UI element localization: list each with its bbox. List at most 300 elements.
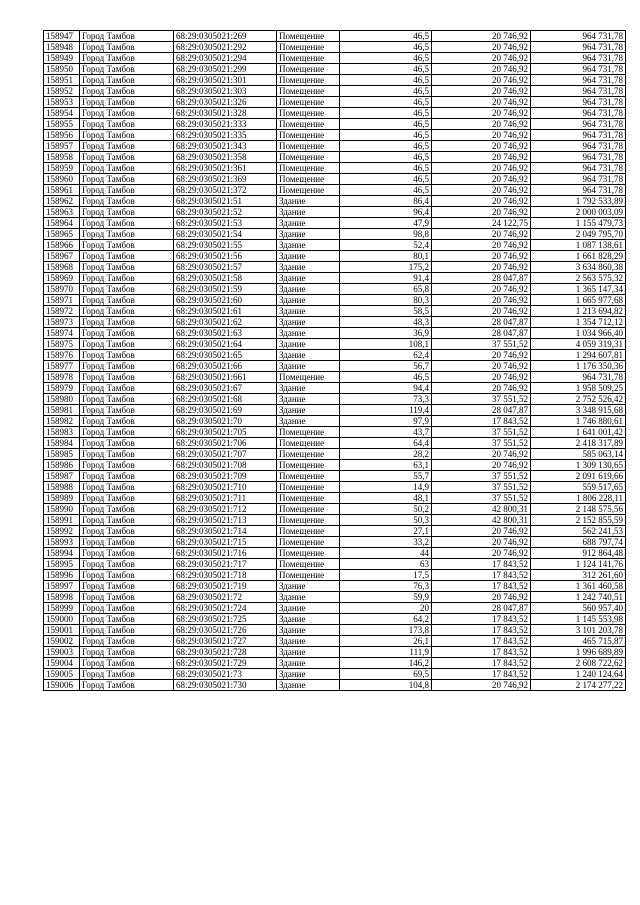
municipality-cell: Город Тамбов <box>80 317 174 328</box>
table-row <box>44 42 626 53</box>
row-number-cell: 158952 <box>44 86 80 97</box>
cadastral-number-cell: 68:29:0305021:729 <box>174 658 277 669</box>
object-type-cell: Здание <box>277 647 340 658</box>
cadastral-number-cell: 68:29:0305021:710 <box>174 482 277 493</box>
table-row <box>44 53 626 64</box>
object-type-cell: Помещение <box>277 75 340 86</box>
municipality-cell: Город Тамбов <box>80 669 174 680</box>
row-number-cell: 158951 <box>44 75 80 86</box>
municipality-cell: Город Тамбов <box>80 537 174 548</box>
object-type-cell: Здание <box>277 614 340 625</box>
object-type-cell: Помещение <box>277 86 340 97</box>
object-type-cell: Помещение <box>277 130 340 141</box>
table-row <box>44 548 626 559</box>
municipality-cell: Город Тамбов <box>80 658 174 669</box>
municipality-cell: Город Тамбов <box>80 636 174 647</box>
municipality-cell: Город Тамбов <box>80 229 174 240</box>
area-cell: 46,5 <box>340 185 432 196</box>
area-cell: 46,5 <box>340 119 432 130</box>
area-cell: 20 <box>340 603 432 614</box>
municipality-cell: Город Тамбов <box>80 405 174 416</box>
area-cell: 76,3 <box>340 581 432 592</box>
cadastral-number-cell: 68:29:0305021:294 <box>174 53 277 64</box>
object-type-cell: Помещение <box>277 152 340 163</box>
unit-value-cell: 28 047,87 <box>432 603 531 614</box>
cadastral-value-cell: 2 752 526,42 <box>531 394 626 405</box>
area-cell: 80,3 <box>340 295 432 306</box>
unit-value-cell: 17 843,52 <box>432 658 531 669</box>
cadastral-number-cell: 68:29:0305021:719 <box>174 581 277 592</box>
cadastral-number-cell: 68:29:0305021:361 <box>174 163 277 174</box>
area-cell: 46,5 <box>340 42 432 53</box>
unit-value-cell: 20 746,92 <box>432 53 531 64</box>
table-row <box>44 108 626 119</box>
area-cell: 50,3 <box>340 515 432 526</box>
row-number-cell: 158988 <box>44 482 80 493</box>
object-type-cell: Помещение <box>277 31 340 42</box>
object-type-cell: Здание <box>277 306 340 317</box>
municipality-cell: Город Тамбов <box>80 185 174 196</box>
cadastral-value-cell: 1 806 228,11 <box>531 493 626 504</box>
area-cell: 63 <box>340 559 432 570</box>
table-row <box>44 658 626 669</box>
area-cell: 63,1 <box>340 460 432 471</box>
municipality-cell: Город Тамбов <box>80 53 174 64</box>
area-cell: 44 <box>340 548 432 559</box>
cadastral-value-cell: 1 034 966,40 <box>531 328 626 339</box>
cadastral-number-cell: 68:29:0305021:716 <box>174 548 277 559</box>
area-cell: 73,3 <box>340 394 432 405</box>
unit-value-cell: 20 746,92 <box>432 64 531 75</box>
unit-value-cell: 20 746,92 <box>432 108 531 119</box>
cadastral-number-cell: 68:29:0305021:725 <box>174 614 277 625</box>
area-cell: 111,9 <box>340 647 432 658</box>
table-row <box>44 207 626 218</box>
cadastral-number-cell: 68:29:0305021:70 <box>174 416 277 427</box>
table-row <box>44 669 626 680</box>
municipality-cell: Город Тамбов <box>80 449 174 460</box>
row-number-cell: 158979 <box>44 383 80 394</box>
area-cell: 175,2 <box>340 262 432 273</box>
row-number-cell: 158961 <box>44 185 80 196</box>
row-number-cell: 158999 <box>44 603 80 614</box>
area-cell: 94,4 <box>340 383 432 394</box>
table-row <box>44 119 626 130</box>
table-row <box>44 31 626 42</box>
unit-value-cell: 20 746,92 <box>432 284 531 295</box>
row-number-cell: 158947 <box>44 31 80 42</box>
cadastral-number-cell: 68:29:0305021:728 <box>174 647 277 658</box>
cadastral-value-cell: 1 996 689,89 <box>531 647 626 658</box>
table-row <box>44 295 626 306</box>
unit-value-cell: 24 122,75 <box>432 218 531 229</box>
table-row <box>44 75 626 86</box>
municipality-cell: Город Тамбов <box>80 97 174 108</box>
unit-value-cell: 28 047,87 <box>432 405 531 416</box>
cadastral-value-cell: 1 361 460,58 <box>531 581 626 592</box>
table-row <box>44 328 626 339</box>
row-number-cell: 158954 <box>44 108 80 119</box>
municipality-cell: Город Тамбов <box>80 86 174 97</box>
area-cell: 26,1 <box>340 636 432 647</box>
unit-value-cell: 17 843,52 <box>432 559 531 570</box>
object-type-cell: Здание <box>277 251 340 262</box>
cadastral-number-cell: 68:29:0305021:326 <box>174 97 277 108</box>
row-number-cell: 158989 <box>44 493 80 504</box>
row-number-cell: 158976 <box>44 350 80 361</box>
object-type-cell: Здание <box>277 416 340 427</box>
cadastral-number-cell: 68:29:0305021:727 <box>174 636 277 647</box>
area-cell: 64,2 <box>340 614 432 625</box>
row-number-cell: 158963 <box>44 207 80 218</box>
cadastral-number-cell: 68:29:0305021:53 <box>174 218 277 229</box>
row-number-cell: 158950 <box>44 64 80 75</box>
object-type-cell: Помещение <box>277 141 340 152</box>
cadastral-number-cell: 68:29:0305021:73 <box>174 669 277 680</box>
row-number-cell: 158987 <box>44 471 80 482</box>
cadastral-value-cell: 562 241,53 <box>531 526 626 537</box>
municipality-cell: Город Тамбов <box>80 262 174 273</box>
municipality-cell: Город Тамбов <box>80 328 174 339</box>
cadastral-value-cell: 2 418 317,89 <box>531 438 626 449</box>
cadastral-number-cell: 68:29:0305021:61 <box>174 306 277 317</box>
municipality-cell: Город Тамбов <box>80 31 174 42</box>
unit-value-cell: 20 746,92 <box>432 537 531 548</box>
row-number-cell: 158948 <box>44 42 80 53</box>
unit-value-cell: 37 551,52 <box>432 493 531 504</box>
table-row <box>44 438 626 449</box>
unit-value-cell: 37 551,52 <box>432 438 531 449</box>
table-row <box>44 152 626 163</box>
object-type-cell: Здание <box>277 284 340 295</box>
cadastral-value-cell: 964 731,78 <box>531 53 626 64</box>
municipality-cell: Город Тамбов <box>80 196 174 207</box>
unit-value-cell: 20 746,92 <box>432 306 531 317</box>
table-row <box>44 383 626 394</box>
row-number-cell: 158969 <box>44 273 80 284</box>
cadastral-value-cell: 2 091 619,66 <box>531 471 626 482</box>
area-cell: 173,8 <box>340 625 432 636</box>
row-number-cell: 158973 <box>44 317 80 328</box>
unit-value-cell: 37 551,52 <box>432 471 531 482</box>
cadastral-number-cell: 68:29:0305021:51 <box>174 196 277 207</box>
cadastral-value-cell: 3 348 915,68 <box>531 405 626 416</box>
cadastral-number-cell: 68:29:0305021:56 <box>174 251 277 262</box>
object-type-cell: Здание <box>277 592 340 603</box>
area-cell: 46,5 <box>340 31 432 42</box>
row-number-cell: 159000 <box>44 614 80 625</box>
area-cell: 46,5 <box>340 75 432 86</box>
cadastral-value-cell: 560 957,40 <box>531 603 626 614</box>
area-cell: 43,7 <box>340 427 432 438</box>
cadastral-value-cell: 1 155 479,73 <box>531 218 626 229</box>
object-type-cell: Здание <box>277 229 340 240</box>
municipality-cell: Город Тамбов <box>80 383 174 394</box>
cadastral-number-cell: 68:29:0305021:299 <box>174 64 277 75</box>
row-number-cell: 158994 <box>44 548 80 559</box>
municipality-cell: Город Тамбов <box>80 482 174 493</box>
row-number-cell: 159001 <box>44 625 80 636</box>
row-number-cell: 158966 <box>44 240 80 251</box>
unit-value-cell: 20 746,92 <box>432 526 531 537</box>
area-cell: 62,4 <box>340 350 432 361</box>
area-cell: 46,5 <box>340 53 432 64</box>
cadastral-value-cell: 2 608 722,62 <box>531 658 626 669</box>
municipality-cell: Город Тамбов <box>80 251 174 262</box>
row-number-cell: 158996 <box>44 570 80 581</box>
row-number-cell: 159006 <box>44 680 80 691</box>
unit-value-cell: 17 843,52 <box>432 570 531 581</box>
unit-value-cell: 17 843,52 <box>432 669 531 680</box>
cadastral-number-cell: 68:29:0305021:724 <box>174 603 277 614</box>
municipality-cell: Город Тамбов <box>80 394 174 405</box>
unit-value-cell: 42 800,31 <box>432 504 531 515</box>
object-type-cell: Помещение <box>277 570 340 581</box>
unit-value-cell: 20 746,92 <box>432 251 531 262</box>
municipality-cell: Город Тамбов <box>80 526 174 537</box>
table-row <box>44 317 626 328</box>
area-cell: 17,5 <box>340 570 432 581</box>
object-type-cell: Помещение <box>277 108 340 119</box>
area-cell: 48,1 <box>340 493 432 504</box>
row-number-cell: 158986 <box>44 460 80 471</box>
cadastral-number-cell: 68:29:0305021:328 <box>174 108 277 119</box>
object-type-cell: Помещение <box>277 42 340 53</box>
cadastral-number-cell: 68:29:0305021:730 <box>174 680 277 691</box>
cadastral-value-cell: 1 661 828,29 <box>531 251 626 262</box>
cadastral-number-cell: 68:29:0305021:707 <box>174 449 277 460</box>
object-type-cell: Помещение <box>277 427 340 438</box>
unit-value-cell: 20 746,92 <box>432 86 531 97</box>
object-type-cell: Помещение <box>277 438 340 449</box>
table-row <box>44 163 626 174</box>
unit-value-cell: 20 746,92 <box>432 152 531 163</box>
object-type-cell: Здание <box>277 295 340 306</box>
cadastral-value-cell: 1 176 350,36 <box>531 361 626 372</box>
table-body <box>44 31 626 691</box>
table-row <box>44 625 626 636</box>
cadastral-value-cell: 4 059 319,31 <box>531 339 626 350</box>
table-row <box>44 570 626 581</box>
unit-value-cell: 20 746,92 <box>432 262 531 273</box>
area-cell: 46,5 <box>340 130 432 141</box>
unit-value-cell: 42 800,31 <box>432 515 531 526</box>
cadastral-number-cell: 68:29:0305021:343 <box>174 141 277 152</box>
municipality-cell: Город Тамбов <box>80 592 174 603</box>
municipality-cell: Город Тамбов <box>80 163 174 174</box>
row-number-cell: 158949 <box>44 53 80 64</box>
municipality-cell: Город Тамбов <box>80 372 174 383</box>
object-type-cell: Здание <box>277 218 340 229</box>
area-cell: 97,9 <box>340 416 432 427</box>
cadastral-number-cell: 68:29:0305021:57 <box>174 262 277 273</box>
cadastral-value-cell: 964 731,78 <box>531 31 626 42</box>
object-type-cell: Здание <box>277 273 340 284</box>
unit-value-cell: 20 746,92 <box>432 119 531 130</box>
row-number-cell: 158991 <box>44 515 80 526</box>
row-number-cell: 158983 <box>44 427 80 438</box>
cadastral-value-cell: 1 746 880,61 <box>531 416 626 427</box>
cadastral-value-cell: 1 242 740,51 <box>531 592 626 603</box>
cadastral-value-cell: 964 731,78 <box>531 163 626 174</box>
table-row <box>44 592 626 603</box>
municipality-cell: Город Тамбов <box>80 119 174 130</box>
municipality-cell: Город Тамбов <box>80 42 174 53</box>
table-row <box>44 647 626 658</box>
table-row <box>44 306 626 317</box>
unit-value-cell: 20 746,92 <box>432 31 531 42</box>
area-cell: 98,8 <box>340 229 432 240</box>
cadastral-number-cell: 68:29:0305021:52 <box>174 207 277 218</box>
unit-value-cell: 17 843,52 <box>432 416 531 427</box>
table-row <box>44 262 626 273</box>
municipality-cell: Город Тамбов <box>80 240 174 251</box>
cadastral-value-cell: 2 174 277,22 <box>531 680 626 691</box>
object-type-cell: Здание <box>277 669 340 680</box>
row-number-cell: 158974 <box>44 328 80 339</box>
table-row <box>44 86 626 97</box>
area-cell: 119,4 <box>340 405 432 416</box>
table-row <box>44 196 626 207</box>
unit-value-cell: 20 746,92 <box>432 163 531 174</box>
area-cell: 86,4 <box>340 196 432 207</box>
area-cell: 59,9 <box>340 592 432 603</box>
object-type-cell: Здание <box>277 339 340 350</box>
cadastral-value-cell: 1 087 138,61 <box>531 240 626 251</box>
municipality-cell: Город Тамбов <box>80 218 174 229</box>
area-cell: 69,5 <box>340 669 432 680</box>
object-type-cell: Помещение <box>277 53 340 64</box>
cadastral-value-cell: 2 148 575,56 <box>531 504 626 515</box>
cadastral-value-cell: 688 797,74 <box>531 537 626 548</box>
object-type-cell: Здание <box>277 394 340 405</box>
row-number-cell: 159003 <box>44 647 80 658</box>
cadastral-value-cell: 465 715,87 <box>531 636 626 647</box>
cadastral-value-cell: 3 634 860,38 <box>531 262 626 273</box>
cadastral-number-cell: 68:29:0305021:709 <box>174 471 277 482</box>
table-row <box>44 416 626 427</box>
cadastral-number-cell: 68:29:0305021:67 <box>174 383 277 394</box>
object-type-cell: Здание <box>277 658 340 669</box>
row-number-cell: 158984 <box>44 438 80 449</box>
unit-value-cell: 37 551,52 <box>432 339 531 350</box>
cadastral-value-cell: 1 641 001,42 <box>531 427 626 438</box>
area-cell: 46,5 <box>340 108 432 119</box>
row-number-cell: 158957 <box>44 141 80 152</box>
unit-value-cell: 20 746,92 <box>432 449 531 460</box>
cadastral-number-cell: 68:29:0305021:726 <box>174 625 277 636</box>
row-number-cell: 158975 <box>44 339 80 350</box>
cadastral-number-cell: 68:29:0305021:711 <box>174 493 277 504</box>
object-type-cell: Помещение <box>277 163 340 174</box>
table-row <box>44 273 626 284</box>
unit-value-cell: 20 746,92 <box>432 141 531 152</box>
cadastral-number-cell: 68:29:0305021:333 <box>174 119 277 130</box>
table-row <box>44 526 626 537</box>
cadastral-number-cell: 68:29:0305021:303 <box>174 86 277 97</box>
municipality-cell: Город Тамбов <box>80 75 174 86</box>
cadastral-number-cell: 68:29:0305021:335 <box>174 130 277 141</box>
object-type-cell: Помещение <box>277 460 340 471</box>
table-row <box>44 361 626 372</box>
cadastral-value-cell: 1 213 694,82 <box>531 306 626 317</box>
municipality-cell: Город Тамбов <box>80 284 174 295</box>
object-type-cell: Помещение <box>277 185 340 196</box>
municipality-cell: Город Тамбов <box>80 130 174 141</box>
object-type-cell: Помещение <box>277 449 340 460</box>
object-type-cell: Помещение <box>277 537 340 548</box>
row-number-cell: 158993 <box>44 537 80 548</box>
object-type-cell: Здание <box>277 240 340 251</box>
cadastral-value-cell: 964 731,78 <box>531 97 626 108</box>
cadastral-number-cell: 68:29:0305021:69 <box>174 405 277 416</box>
cadastral-number-cell: 68:29:0305021:63 <box>174 328 277 339</box>
cadastral-value-cell: 2 000 003,09 <box>531 207 626 218</box>
row-number-cell: 158981 <box>44 405 80 416</box>
object-type-cell: Здание <box>277 625 340 636</box>
row-number-cell: 158990 <box>44 504 80 515</box>
row-number-cell: 158956 <box>44 130 80 141</box>
unit-value-cell: 20 746,92 <box>432 196 531 207</box>
cadastral-value-cell: 1 665 977,68 <box>531 295 626 306</box>
cadastral-number-cell: 68:29:0305021:706 <box>174 438 277 449</box>
row-number-cell: 158967 <box>44 251 80 262</box>
unit-value-cell: 20 746,92 <box>432 680 531 691</box>
unit-value-cell: 20 746,92 <box>432 130 531 141</box>
document-page <box>43 30 625 691</box>
area-cell: 47,9 <box>340 218 432 229</box>
municipality-cell: Город Тамбов <box>80 581 174 592</box>
table-row <box>44 141 626 152</box>
cadastral-value-cell: 2 049 795,70 <box>531 229 626 240</box>
unit-value-cell: 28 047,87 <box>432 317 531 328</box>
municipality-cell: Город Тамбов <box>80 361 174 372</box>
unit-value-cell: 20 746,92 <box>432 460 531 471</box>
cadastral-value-cell: 559 517,65 <box>531 482 626 493</box>
table-row <box>44 636 626 647</box>
unit-value-cell: 20 746,92 <box>432 229 531 240</box>
object-type-cell: Помещение <box>277 493 340 504</box>
object-type-cell: Помещение <box>277 64 340 75</box>
unit-value-cell: 17 843,52 <box>432 636 531 647</box>
area-cell: 58,5 <box>340 306 432 317</box>
table-row <box>44 185 626 196</box>
row-number-cell: 158985 <box>44 449 80 460</box>
municipality-cell: Город Тамбов <box>80 559 174 570</box>
cadastral-number-cell: 68:29:0305021:369 <box>174 174 277 185</box>
unit-value-cell: 37 551,52 <box>432 482 531 493</box>
unit-value-cell: 37 551,52 <box>432 427 531 438</box>
municipality-cell: Город Тамбов <box>80 350 174 361</box>
unit-value-cell: 20 746,92 <box>432 548 531 559</box>
object-type-cell: Здание <box>277 262 340 273</box>
cadastral-number-cell: 68:29:0305021:715 <box>174 537 277 548</box>
cadastral-value-cell: 1 958 509,25 <box>531 383 626 394</box>
row-number-cell: 158997 <box>44 581 80 592</box>
row-number-cell: 158964 <box>44 218 80 229</box>
row-number-cell: 158955 <box>44 119 80 130</box>
municipality-cell: Город Тамбов <box>80 306 174 317</box>
table-row <box>44 581 626 592</box>
cadastral-value-cell: 964 731,78 <box>531 86 626 97</box>
unit-value-cell: 17 843,52 <box>432 625 531 636</box>
cadastral-number-cell: 68:29:0305021:64 <box>174 339 277 350</box>
object-type-cell: Помещение <box>277 482 340 493</box>
object-type-cell: Помещение <box>277 504 340 515</box>
area-cell: 80,1 <box>340 251 432 262</box>
unit-value-cell: 20 746,92 <box>432 350 531 361</box>
cadastral-number-cell: 68:29:0305021:62 <box>174 317 277 328</box>
